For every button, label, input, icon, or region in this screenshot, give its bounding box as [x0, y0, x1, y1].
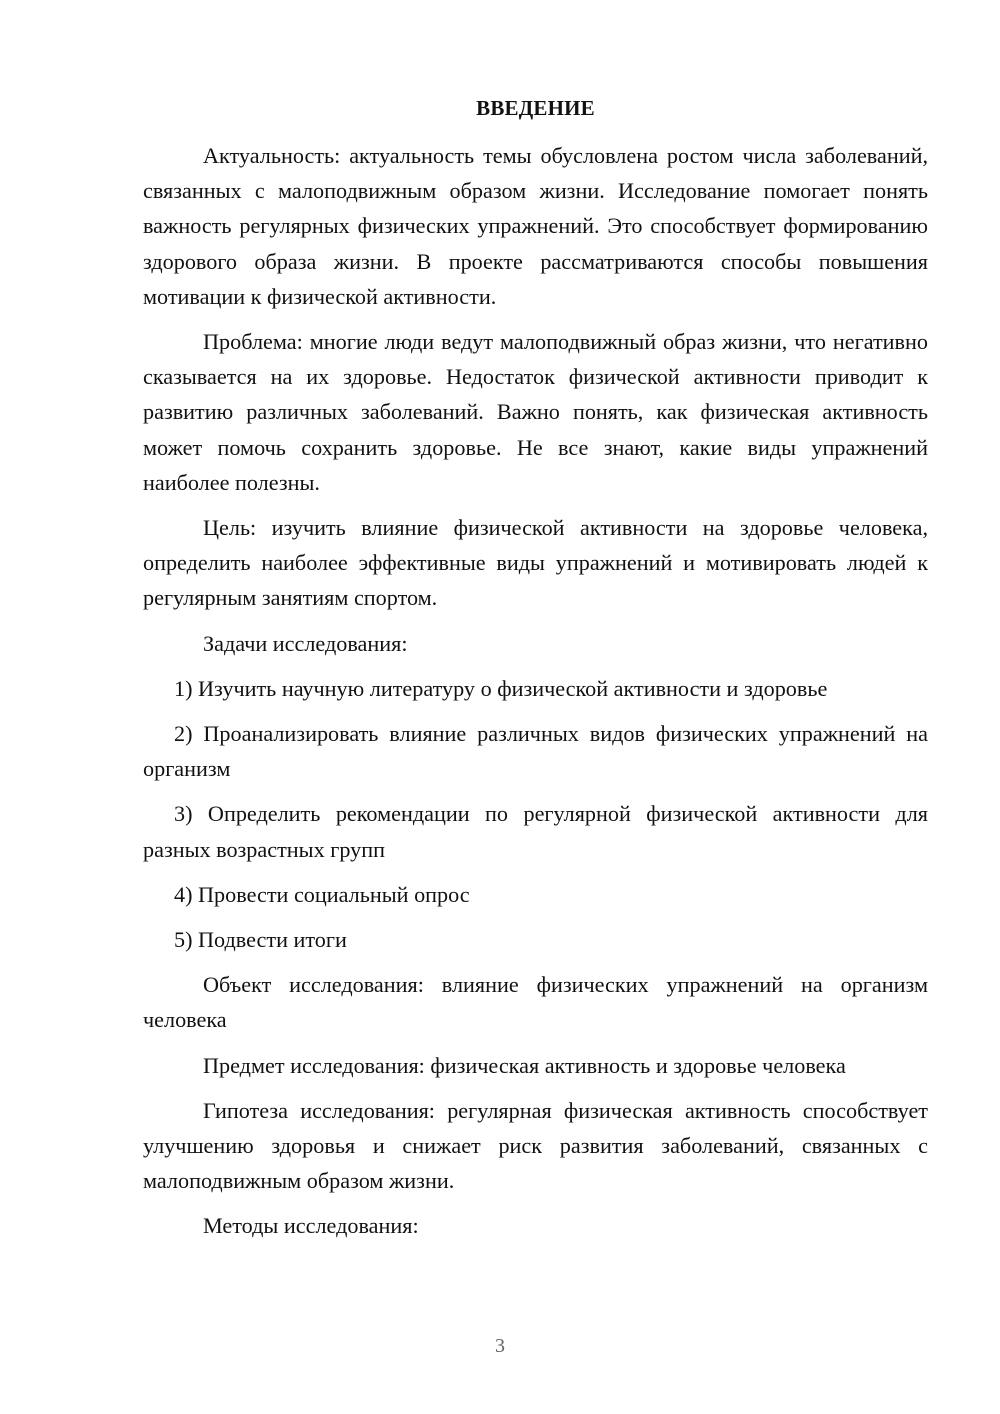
research-subject-paragraph: Предмет исследования: физическая активность и здоровье человека: [203, 1052, 846, 1078]
task-item-3: 3) Определить рекомендации по регулярной физической активности для разных возрастных групп: [143, 801, 928, 862]
task-item-4: 4) Провести социальный опрос: [174, 881, 470, 907]
goal-paragraph: Цель: изучить влияние физической активности на здоровье человека, определить наиболее эффективные виды упражнений и мотивировать людей к регулярным занятиям спортом.: [143, 515, 928, 611]
problem-paragraph: Проблема: многие люди ведут малоподвижный образ жизни, что негативно сказывается на их здоровье. Недостаток физической активности приводит к развитию различных заболеваний. Важно понять, как физическая активность может помочь сохранить здоровье. Не все знают, какие виды упражнений наиболее полезны.: [143, 329, 928, 495]
methods-heading: Методы исследования:: [203, 1213, 419, 1239]
relevance-paragraph: Актуальность: актуальность темы обусловлена ростом числа заболеваний, связанных с малоподвижным образом жизни. Исследование помогает понять важность регулярных физических упражнений. Это способствует формированию здорового образа жизни. В проекте рассматриваются способы повышения мотивации к физической активности.: [143, 143, 928, 309]
page-content: [143, 96, 928, 1254]
hypothesis-paragraph: Гипотеза исследования: регулярная физическая активность способствует улучшению здоровья и снижает риск развития заболеваний, связанных с малоподвижным образом жизни.: [143, 1097, 928, 1194]
research-object-paragraph: Объект исследования: влияние физических упражнений на организм человека: [143, 972, 928, 1033]
page-number: 3: [495, 1335, 505, 1357]
page-title: ВВЕДЕНИЕ: [476, 96, 595, 120]
task-item-2: 2) Проанализировать влияние различных видов физических упражнений на организм: [143, 721, 928, 782]
tasks-heading: Задачи исследования:: [203, 630, 408, 656]
task-item-1: 1) Изучить научную литературу о физической активности и здоровье: [174, 675, 828, 701]
task-item-5: 5) Подвести итоги: [174, 927, 347, 953]
